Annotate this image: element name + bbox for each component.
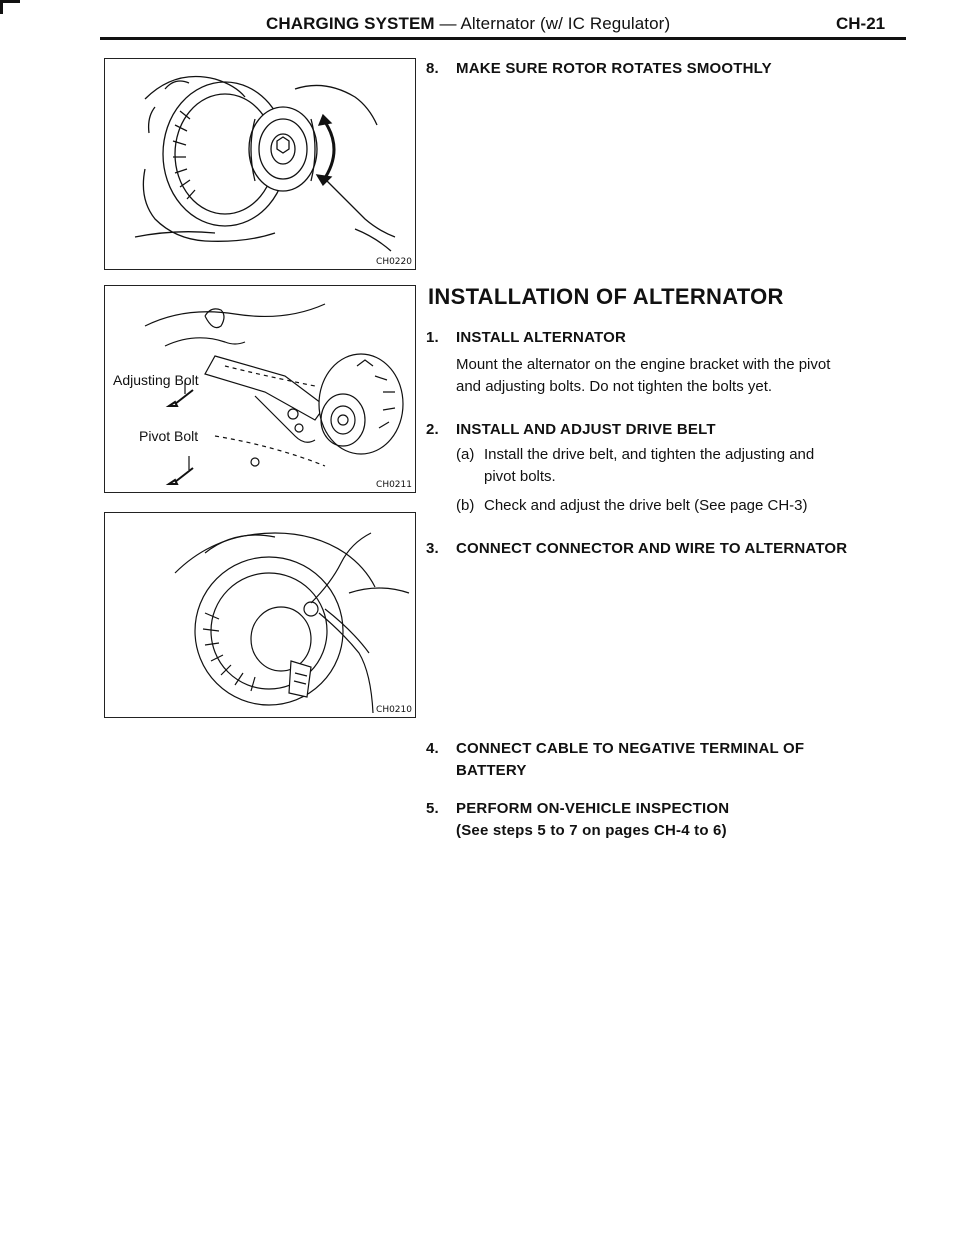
step-1: [426, 329, 626, 346]
label-adjusting-bolt: Adjusting Bolt: [113, 372, 199, 388]
step-number: 5.: [426, 800, 439, 817]
label-pivot-bolt: Pivot Bolt: [139, 428, 199, 444]
step-5-line-2: (See steps 5 to 7 on pages CH-4 to 6): [456, 822, 727, 839]
step-text: INSTALL AND ADJUST DRIVE BELT: [456, 421, 716, 438]
header-title: [266, 14, 670, 34]
step-number: 8.: [426, 60, 439, 77]
sub-b-line-1: Check and adjust the drive belt (See page CH-3): [484, 497, 808, 514]
figure-code: CH0210: [376, 705, 412, 715]
connector-illustration: [105, 513, 416, 718]
step-number: 3.: [426, 540, 439, 557]
header-section-bold: CHARGING SYSTEM: [266, 14, 435, 33]
step-1-body-line-1: Mount the alternator on the engine bracket with the pivot: [456, 356, 831, 373]
step-number: 1.: [426, 329, 439, 346]
page-header: [0, 0, 960, 42]
bolts-illustration: [105, 286, 416, 493]
sub-a-line-2: pivot bolts.: [484, 468, 556, 485]
sub-letter-b: (b): [456, 497, 475, 514]
step-text-line-1: CONNECT CABLE TO NEGATIVE TERMINAL OF: [456, 740, 805, 757]
step-text: CONNECT CONNECTOR AND WIRE TO ALTERNATOR: [456, 540, 848, 557]
step-8: [426, 60, 772, 77]
step-4-line-2: BATTERY: [456, 762, 527, 779]
step-4: [426, 740, 804, 757]
section-title: INSTALLATION OF ALTERNATOR: [428, 284, 784, 309]
figure-connector-wire: [104, 512, 416, 718]
header-section-rest: — Alternator (w/ IC Regulator): [434, 14, 671, 33]
step-3: [426, 540, 847, 557]
step-text: INSTALL ALTERNATOR: [456, 329, 626, 346]
sub-a-line-1: Install the drive belt, and tighten the adjusting and: [484, 446, 815, 463]
figure-rotor-rotation: [104, 58, 416, 270]
figure-code: CH0220: [376, 257, 412, 267]
rotor-illustration: [105, 59, 416, 270]
sub-letter-a: (a): [456, 446, 475, 463]
figure-code: CH0211: [376, 480, 412, 490]
step-1-body-line-2: and adjusting bolts. Do not tighten the bolts yet.: [456, 378, 773, 395]
step-5: [426, 800, 729, 817]
step-text: MAKE SURE ROTOR ROTATES SMOOTHLY: [456, 60, 772, 77]
step-number: 2.: [426, 421, 439, 438]
step-2: [426, 421, 716, 438]
figure-bolts: [104, 285, 416, 493]
header-rule: [100, 37, 906, 40]
step-text-line-1: PERFORM ON-VEHICLE INSPECTION: [456, 800, 730, 817]
page-number: CH-21: [836, 14, 886, 33]
step-number: 4.: [426, 740, 439, 757]
